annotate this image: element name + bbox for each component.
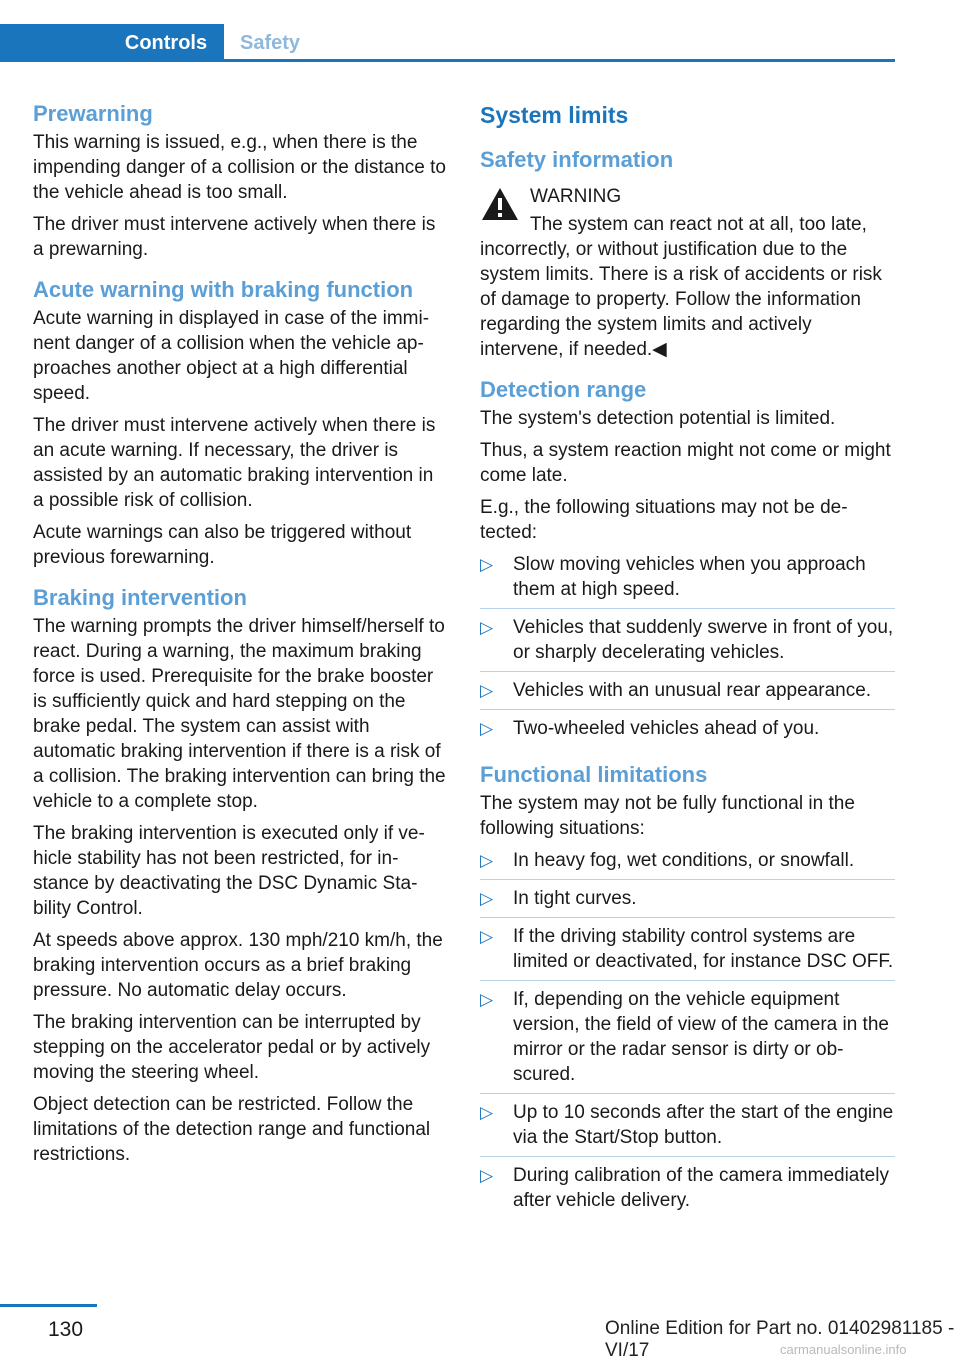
heading-system-limits: System limits bbox=[480, 102, 629, 128]
paragraph: Object detection can be restricted. Follow the limitations of the detection range and functional restrictions. bbox=[33, 1094, 431, 1165]
tab-safety[interactable]: Safety bbox=[240, 31, 301, 54]
list-item bbox=[480, 716, 895, 747]
watermark: carmanualsonline.info bbox=[780, 1342, 907, 1357]
heading-safety-information: Safety information bbox=[480, 147, 674, 172]
right-column bbox=[480, 98, 895, 1226]
heading-detection-range: Detection range bbox=[480, 377, 647, 402]
list-item bbox=[480, 552, 895, 609]
paragraph: This warning is issued, e.g., when there is the impending danger of a collision or the distance to the vehicle ahead is too small. bbox=[33, 132, 446, 203]
paragraph: The braking intervention can be interrupted by stepping on the accelerator pedal or by actively moving the steering wheel. bbox=[33, 1012, 431, 1083]
paragraph: The system's detection potential is limited. bbox=[480, 408, 836, 429]
paragraph: The warning prompts the driver himself/herself to react. During a warning, the maximum braking force is used. Prerequisite for the brake booster is sufficiently quick and hard stepping on the brake pedal. The system can assist with automatic braking intervention if there is a risk of a collision. The braking intervention can bring the vehicle to a complete stop. bbox=[33, 616, 446, 812]
list-item-text: If, depending on the vehicle equipment version, the field of view of the camera in the mirror or the radar sensor is dirty or obscured. bbox=[513, 989, 889, 1085]
paragraph: Thus, a system reaction might not come or might come late. bbox=[480, 440, 891, 486]
bullet-triangle-icon: ▷ bbox=[480, 990, 494, 1009]
paragraph: The driver must intervene actively when there is a prewarning. bbox=[33, 214, 436, 260]
warning-triangle-icon bbox=[480, 186, 520, 222]
paragraph: Acute warning in displayed in case of the imminent danger of a collision when the vehicle approaches another object at a high differential speed. bbox=[33, 308, 430, 404]
warning-text: The system can react not at all, too late, incorrectly, or without justification due to the system limits. There is a risk of accidents or risk of damage to property. Follow the information regarding the system limits and actively intervene, if needed.◀ bbox=[480, 214, 882, 360]
header-rule bbox=[0, 59, 895, 62]
paragraph: At speeds above approx. 130 mph/210 km/h, the braking intervention occurs as a brief braking pressure. No automatic delay occurs. bbox=[33, 930, 443, 1001]
list-item-text: Two-wheeled vehicles ahead of you. bbox=[513, 718, 820, 739]
list-item bbox=[480, 886, 895, 918]
heading-acute-warning: Acute warning with braking function bbox=[33, 277, 414, 302]
functional-list bbox=[480, 848, 895, 1219]
list-item-text: Up to 10 seconds after the start of the engine via the Start/Stop button. bbox=[513, 1102, 894, 1148]
list-item-text: During calibration of the camera immediately after vehicle delivery. bbox=[513, 1165, 889, 1211]
bullet-triangle-icon: ▷ bbox=[480, 927, 494, 946]
list-item-text: Slow moving vehicles when you approach them at high speed. bbox=[513, 554, 866, 600]
bullet-triangle-icon: ▷ bbox=[480, 1103, 494, 1122]
bullet-triangle-icon: ▷ bbox=[480, 618, 494, 637]
bullet-triangle-icon: ▷ bbox=[480, 1166, 494, 1185]
detection-list bbox=[480, 552, 895, 747]
list-item-text: Vehicles with an unusual rear appearance. bbox=[513, 680, 872, 701]
list-item bbox=[480, 987, 895, 1094]
warning-block bbox=[480, 182, 895, 212]
list-item-text: In heavy fog, wet conditions, or snowfall. bbox=[513, 850, 855, 871]
heading-functional-limitations: Functional limitations bbox=[480, 762, 708, 787]
bullet-triangle-icon: ▷ bbox=[480, 851, 494, 870]
tab-controls[interactable]: Controls bbox=[0, 24, 224, 62]
paragraph: The braking intervention is executed only if vehicle stability has not been restricted, for instance by deactivating the DSC Dynamic Stability Control. bbox=[33, 823, 425, 919]
paragraph: E.g., the following situations may not be detected: bbox=[480, 497, 848, 543]
list-item bbox=[480, 1100, 895, 1157]
warning-title: WARNING bbox=[530, 186, 622, 207]
list-item bbox=[480, 924, 895, 981]
paragraph: The system may not be fully functional in the following situations: bbox=[480, 793, 855, 839]
page-number: 130 bbox=[48, 1318, 84, 1341]
left-column bbox=[33, 98, 448, 1174]
header-tabbar bbox=[0, 24, 895, 62]
list-item-text: If the driving stability control systems are limited or deactivated, for instance DSC OFF. bbox=[513, 926, 894, 972]
bullet-triangle-icon: ▷ bbox=[480, 555, 494, 574]
list-item bbox=[480, 678, 895, 710]
bullet-triangle-icon: ▷ bbox=[480, 889, 494, 908]
bullet-triangle-icon: ▷ bbox=[480, 681, 494, 700]
list-item bbox=[480, 1163, 895, 1219]
heading-prewarning: Prewarning bbox=[33, 101, 153, 126]
list-item bbox=[480, 615, 895, 672]
edition-note: Online Edition for Part no. 01402981185 - VI/17 bbox=[605, 1318, 955, 1361]
heading-braking-intervention: Braking intervention bbox=[33, 585, 247, 610]
footer-rule bbox=[0, 1304, 97, 1307]
list-item-text: Vehicles that suddenly swerve in front of you, or sharply decelerating vehicles. bbox=[513, 617, 894, 663]
bullet-triangle-icon: ▷ bbox=[480, 719, 494, 738]
paragraph: The driver must intervene actively when there is an acute warning. If necessary, the driver is assisted by an automatic braking intervention in a possible risk of collision. bbox=[33, 415, 436, 511]
list-item-text: In tight curves. bbox=[513, 888, 637, 909]
paragraph: Acute warnings can also be triggered without previous forewarning. bbox=[33, 522, 412, 568]
list-item bbox=[480, 848, 895, 880]
